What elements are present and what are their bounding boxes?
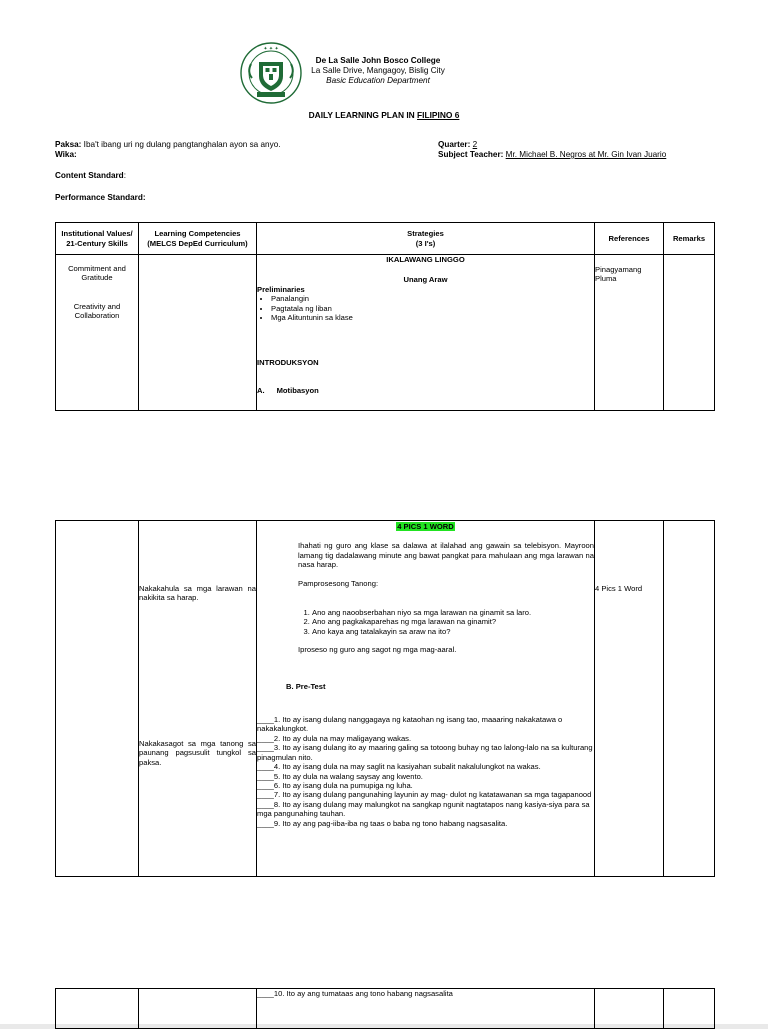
title-prefix: DAILY LEARNING PLAN IN xyxy=(308,110,418,120)
header-strategies-line1: Strategies xyxy=(407,229,444,239)
performance-standard-line xyxy=(55,193,146,203)
processing-questions xyxy=(298,608,594,636)
school-header xyxy=(298,56,458,86)
references-cell: 4 Pics 1 Word xyxy=(595,521,664,877)
preliminaries-heading: Preliminaries xyxy=(257,284,305,294)
week-heading: IKALAWANG LINGGO xyxy=(386,255,465,264)
game-title-highlight: 4 PICS 1 WORD xyxy=(397,522,454,531)
competency-cell xyxy=(139,255,257,411)
teacher-line xyxy=(438,150,666,160)
title-subject: FILIPINO 6 xyxy=(417,110,460,120)
values-cell xyxy=(56,521,139,877)
values-cell xyxy=(56,255,139,411)
table-header-row xyxy=(56,223,715,255)
dlp-table-block-3 xyxy=(55,988,715,1029)
references-cell: Pinagyamang Pluma xyxy=(595,255,664,411)
list-item: 1. Ano ang naoobserbahan niyo sa mga larawan na ginamit sa laro. xyxy=(312,608,594,617)
motibasyon-heading xyxy=(257,386,594,395)
svg-text:✦ ✦ ✦: ✦ ✦ ✦ xyxy=(263,46,279,52)
header-references: References xyxy=(595,223,664,255)
paksa-line xyxy=(55,140,281,150)
strategies-cell xyxy=(257,521,595,877)
preliminaries-list xyxy=(257,294,594,322)
quarter-label: Quarter: xyxy=(438,140,471,149)
list-item: ____8. Ito ay isang dulang may malungkot na sangkap ngunit nagtatapos nang kasiya-siya para sa mga pangunahing tauhan. xyxy=(257,799,590,819)
competency-2: Nakakasagot sa mga tanong sa paunang pagsusulit tungkol sa paksa. xyxy=(139,738,256,767)
document-title xyxy=(0,110,768,120)
process-note: Iproseso ng guro ang sagot ng mga mag-aaral. xyxy=(298,645,457,655)
pretest-list xyxy=(257,715,594,828)
teacher-label: Subject Teacher: xyxy=(438,150,504,159)
school-name: De La Salle John Bosco College xyxy=(315,56,441,65)
remarks-cell xyxy=(664,989,715,1029)
paksa-label: Paksa: xyxy=(55,140,82,149)
intro-paragraph: Ihahati ng guro ang klase sa dalawa at ilalahad ang gawain sa telebisyon. Mayroon lamang tig dadalawang minute ang bawat pangkat para mahulaan ang mga larawan na nasa harap. xyxy=(298,541,594,570)
strategies-cell: ____10. Ito ay ang tumataas ang tono habang nagsasalita xyxy=(257,989,595,1029)
competency-cell xyxy=(139,989,257,1029)
list-item: 2. Ano ang pagkakaparehas ng mga larawan na ginamit? xyxy=(312,617,594,626)
wika-label: Wika: xyxy=(55,150,77,159)
strategies-cell xyxy=(257,255,595,411)
header-values: Institutional Values/ 21-Century Skills xyxy=(56,223,139,255)
quarter-line xyxy=(438,140,477,150)
school-seal-logo xyxy=(240,42,302,104)
list-item: • Panalangin xyxy=(271,294,594,303)
wika-line xyxy=(55,150,77,160)
list-item: ____3. Ito ay isang dulang ito ay maaring galing sa totoong buhay ng tao lalong-lalo na sa kulturang pinagmulan nito. xyxy=(257,743,593,762)
header-competencies: Learning Competencies (MELCS DepEd Curriculum) xyxy=(139,223,257,255)
list-item: ____5. Ito ay dula na walang saysay ang kwento. xyxy=(257,771,423,781)
teacher-value: Mr. Michael B. Negros at Mr. Gin Ivan Juario xyxy=(505,150,667,159)
header-remarks: Remarks xyxy=(664,223,715,255)
motibasyon-letter: A. xyxy=(257,385,265,395)
performance-standard-label: Performance Standard: xyxy=(55,193,146,202)
value-commitment: Commitment and Gratitude xyxy=(68,264,126,283)
list-item: ____6. Ito ay isang dula na pumupiga ng luha. xyxy=(257,780,413,790)
list-item: 3. Ano kaya ang tatalakayin sa araw na ito? xyxy=(312,627,594,636)
remarks-cell xyxy=(664,521,715,877)
competency-1: Nakakahula sa mga larawan na nakikita sa harap. xyxy=(139,584,256,603)
school-address: La Salle Drive, Mangagoy, Bislig City xyxy=(311,66,445,75)
content-standard-label: Content Standard xyxy=(55,171,124,180)
pretest-heading: B. Pre-Test xyxy=(286,681,326,691)
table-row xyxy=(56,255,715,411)
header-strategies-line2: (3 I's) xyxy=(415,238,436,248)
list-item: • Mga Alituntunin sa klase xyxy=(271,313,594,322)
processing-label: Pamprosesong Tanong: xyxy=(298,578,379,588)
paksa-value: Iba't ibang uri ng dulang pangtanghalan ayon sa anyo. xyxy=(81,140,281,149)
school-department: Basic Education Department xyxy=(326,76,430,85)
list-item: • Pagtatala ng liban xyxy=(271,304,594,313)
game-title-wrap xyxy=(257,522,594,531)
table-row xyxy=(56,989,715,1029)
list-item: ____7. Ito ay isang dulang pangunahing layunin ay mag- dulot ng katatawanan sa mga tagapanood xyxy=(257,790,592,800)
list-item: ____9. Ito ay ang pag-iiba-iba ng taas o baba ng tono habang nagsasalita. xyxy=(257,818,508,828)
dlp-table-block-2 xyxy=(55,520,715,877)
list-item: ____1. Ito ay isang dulang nanggagaya ng kataohan ng isang tao, maaaring nakakatawa o nakakalungkot. xyxy=(257,715,563,734)
values-cell xyxy=(56,989,139,1029)
header-strategies xyxy=(257,223,595,255)
table-row xyxy=(56,521,715,877)
dlp-table-block-1 xyxy=(55,222,715,411)
motibasyon-text: Motibasyon xyxy=(276,385,319,395)
remarks-cell xyxy=(664,255,715,411)
competency-cell xyxy=(139,521,257,877)
list-item: ____4. Ito ay isang dula na may saglit na kasiyahan subalit nakalulungkot na wakas. xyxy=(257,762,541,772)
content-standard-colon: : xyxy=(123,171,126,180)
day-heading: Unang Araw xyxy=(403,275,448,285)
content-standard-line xyxy=(55,171,126,181)
value-creativity: Creativity and Collaboration xyxy=(73,301,121,321)
list-item: ____2. Ito ay dula na may maligayang wakas. xyxy=(257,733,412,743)
introduksyon-heading: INTRODUKSYON xyxy=(257,358,319,368)
quarter-value: 2 xyxy=(472,140,478,149)
references-cell xyxy=(595,989,664,1029)
